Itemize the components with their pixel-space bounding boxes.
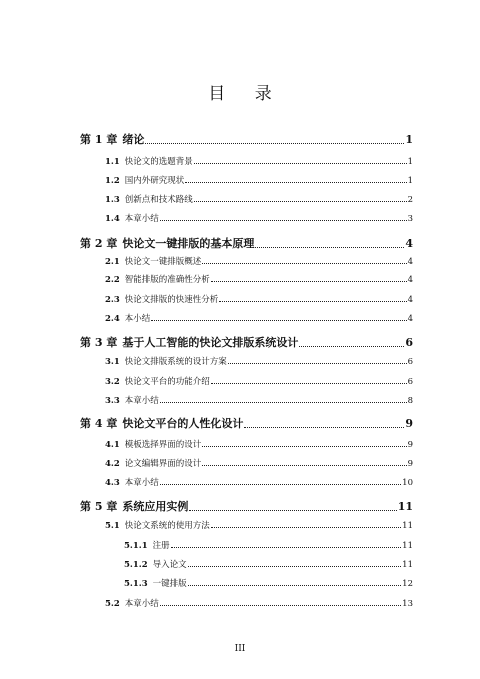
page-number: III [234,644,246,654]
toc-entry-page: 1 [407,176,413,186]
toc-entry[interactable] [105,375,413,387]
toc-entry[interactable] [105,597,413,609]
toc-leader-dots [188,585,401,586]
toc-entry-number: 5.2 [105,599,120,609]
toc-leader-dots [189,510,396,511]
toc-entry[interactable] [105,312,413,324]
toc-entry-number: 4.3 [105,478,120,488]
toc-entry-title: 快论文平台的人性化设计 [122,417,244,430]
toc-leader-dots [160,605,401,606]
toc-entry-number: 2.4 [105,314,120,324]
toc-entry-page: 11 [402,560,413,570]
toc-entry[interactable] [80,131,413,147]
toc-entry-title: 注册 [152,541,170,551]
toc-entry-number: 第 3 章 [80,336,118,349]
toc-entry-number: 第 1 章 [80,133,118,146]
toc-title: 目 录 [208,84,284,104]
toc-leader-dots [160,402,407,403]
toc-entry-number: 2.3 [105,295,120,305]
toc-entry-number: 3.3 [105,396,120,406]
toc-entry-page: 4 [407,314,413,324]
toc-entry-page: 13 [402,599,413,609]
toc-leader-dots [211,383,407,384]
toc-leader-dots [151,320,406,321]
toc-entry-number: 4.2 [105,459,120,469]
toc-entry-page: 11 [402,541,413,551]
toc-entry[interactable] [80,235,413,251]
toc-leader-dots [188,566,401,567]
toc-entry-page: 9 [405,417,413,430]
toc-entry-title: 本章小结 [124,396,159,406]
toc-leader-dots [202,446,406,447]
toc-entry-page: 6 [407,357,413,367]
toc-entry-title: 快论文排版的快速性分析 [124,295,219,305]
toc-entry-number: 5.1.3 [124,579,148,589]
toc-entry-title: 绪论 [122,133,145,146]
toc-entry-title: 本章小结 [124,599,159,609]
toc-entry-page: 3 [407,214,413,224]
toc-entry[interactable] [124,577,413,589]
toc-entry[interactable] [105,476,413,488]
toc-entry-title: 智能排版的准确性分析 [124,275,210,285]
toc-entry-page: 2 [407,195,413,205]
toc-entry-title: 快论文排版系统的设计方案 [124,357,227,367]
toc-entry-number: 第 5 章 [80,500,118,513]
toc-entry[interactable] [124,539,413,551]
toc-entry-page: 6 [407,377,413,387]
toc-entry-number: 1.4 [105,214,120,224]
toc-entry[interactable] [105,174,413,186]
toc-entry-page: 11 [402,521,413,531]
toc-entry-number: 3.1 [105,357,120,367]
toc-leader-dots [160,484,401,485]
toc-entry-title: 本章小结 [124,478,159,488]
toc-entry-number: 1.1 [105,157,120,167]
toc-leader-dots [145,143,404,144]
toc-leader-dots [255,247,404,248]
toc-entry-title: 快论文平台的功能介绍 [124,377,210,387]
toc-entry-title: 本章小结 [124,214,159,224]
toc-entry[interactable] [105,212,413,224]
toc-entry-number: 5.1.2 [124,560,148,570]
toc-entry-number: 5.1 [105,521,120,531]
toc-entry-title: 快论文系统的使用方法 [124,521,210,531]
toc-entry-number: 4.1 [105,440,120,450]
toc-entry-title: 一键排版 [152,579,187,589]
toc-leader-dots [171,547,401,548]
toc-entry[interactable] [80,415,413,431]
toc-leader-dots [202,465,406,466]
toc-entry-page: 11 [397,500,413,513]
toc-entry-page: 4 [407,295,413,305]
toc-entry-number: 2.1 [105,257,120,267]
toc-entry-title: 系统应用实例 [122,500,189,513]
toc-leader-dots [202,263,406,264]
toc-entry-number: 第 4 章 [80,417,118,430]
toc-entry-title: 基于人工智能的快论文排版系统设计 [122,336,299,349]
toc-entry[interactable] [80,498,413,514]
toc-entry[interactable] [105,293,413,305]
toc-entry[interactable] [105,155,413,167]
toc-entry-page: 6 [405,336,413,349]
toc-entry-title: 快论文的选题背景 [124,157,193,167]
toc-entry-title: 快论文一键排版概述 [124,257,202,267]
toc-leader-dots [228,363,407,364]
toc-leader-dots [211,527,401,528]
toc-entry-title: 快论文一键排版的基本原理 [122,237,255,250]
toc-entry-page: 8 [407,396,413,406]
toc-entry[interactable] [105,438,413,450]
toc-entry[interactable] [124,558,413,570]
toc-entry-title: 创新点和技术路线 [124,195,193,205]
toc-entry-title: 论文编辑界面的设计 [124,459,202,469]
toc-entry-title: 国内外研究现状 [124,176,185,186]
toc-entry-page: 10 [402,478,413,488]
toc-entry[interactable] [80,334,413,350]
toc-entry[interactable] [105,355,413,367]
toc-leader-dots [160,220,407,221]
toc-entry[interactable] [105,193,413,205]
toc-entry[interactable] [105,457,413,469]
toc-leader-dots [185,182,406,183]
toc-entry-title: 模板选择界面的设计 [124,440,202,450]
toc-leader-dots [194,201,407,202]
toc-entry-page: 4 [407,275,413,285]
toc-leader-dots [299,346,404,347]
toc-entry-page: 9 [407,459,413,469]
toc-entry-number: 1.2 [105,176,120,186]
toc-entry-number: 2.2 [105,275,120,285]
toc-entry[interactable] [105,394,413,406]
toc-leader-dots [219,301,406,302]
toc-entry-page: 1 [407,157,413,167]
toc-entry-page: 4 [407,257,413,267]
toc-entry-number: 第 2 章 [80,237,118,250]
toc-entry-page: 1 [405,133,413,146]
toc-entry-number: 1.3 [105,195,120,205]
toc-entry-number: 5.1.1 [124,541,148,551]
toc-leader-dots [244,427,404,428]
toc-entry-page: 12 [402,579,413,589]
toc-entry[interactable] [105,519,413,531]
toc-entry-page: 4 [405,237,413,250]
toc-entry[interactable] [105,273,413,285]
toc-leader-dots [194,163,407,164]
toc-entry-number: 3.2 [105,377,120,387]
toc-entry-title: 导入论文 [152,560,187,570]
toc-leader-dots [211,281,407,282]
toc-entry-page: 9 [407,440,413,450]
toc-entry[interactable] [105,255,413,267]
toc-entry-title: 本小结 [124,314,151,324]
